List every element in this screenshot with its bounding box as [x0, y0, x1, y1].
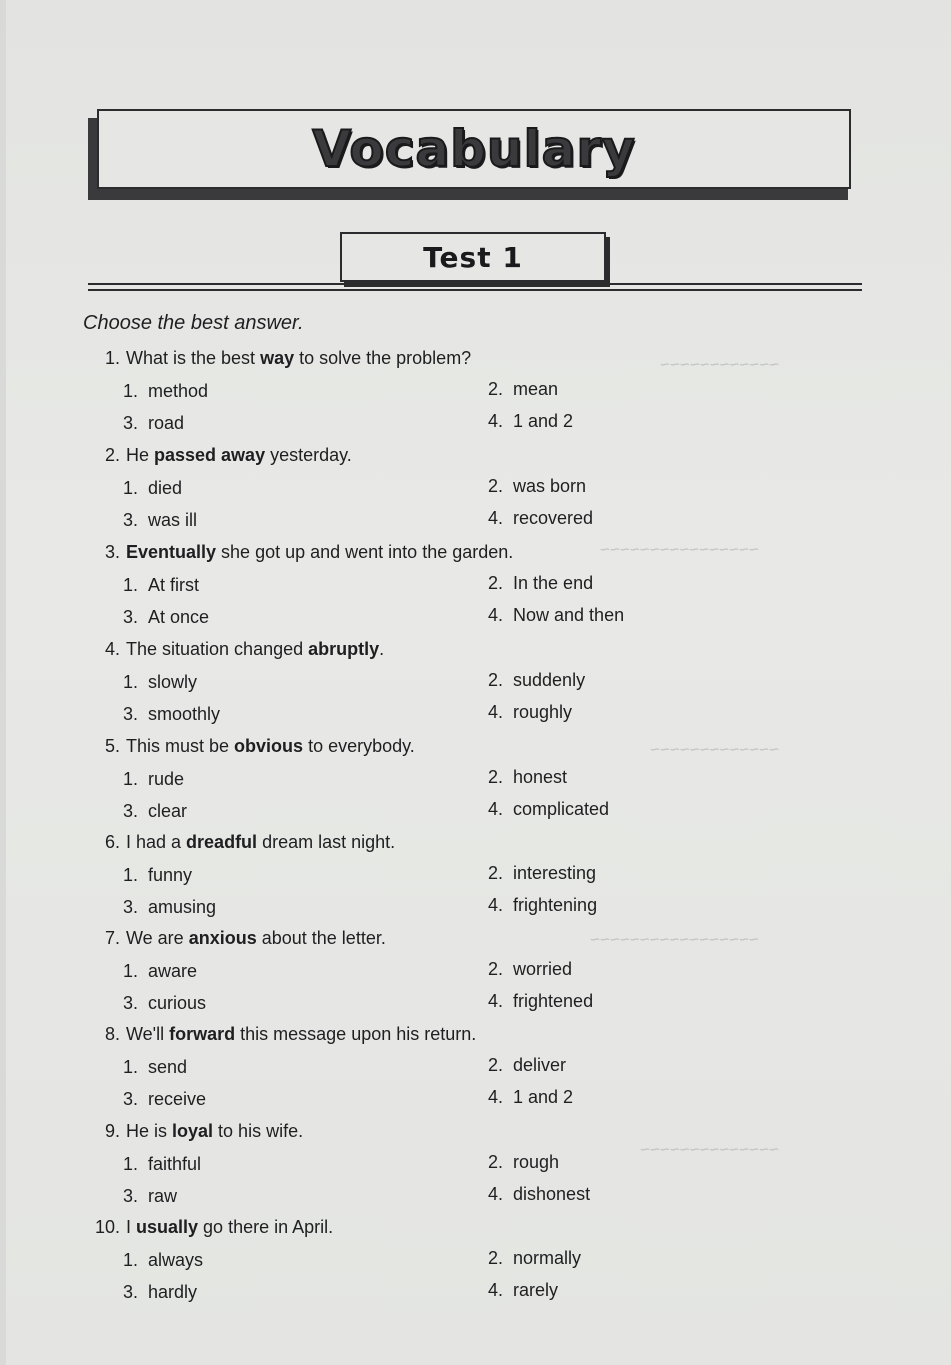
- option-text: method: [148, 381, 209, 401]
- answer-option-2[interactable]: [488, 1055, 566, 1076]
- option-text: worried: [513, 959, 573, 979]
- option-number: 1.: [123, 1154, 139, 1174]
- show-through-text: ~~~~~~~~~~~~~~~~: [600, 540, 759, 559]
- option-number: 1.: [123, 769, 139, 789]
- question-stem: [88, 348, 471, 369]
- question-text: This must be: [126, 736, 235, 756]
- instruction-text: Choose the best answer.: [83, 312, 304, 334]
- option-text: dishonest: [513, 1184, 591, 1204]
- answer-option-1[interactable]: [123, 1057, 187, 1078]
- option-text: rough: [513, 1152, 560, 1172]
- question-text: We are: [126, 928, 189, 948]
- option-text: rarely: [513, 1280, 559, 1300]
- answer-option-1[interactable]: [123, 769, 184, 790]
- option-text: deliver: [513, 1055, 567, 1075]
- question-number: 7.: [104, 928, 120, 948]
- question-text: .: [379, 639, 385, 659]
- answer-option-3[interactable]: [123, 993, 206, 1014]
- answer-option-4[interactable]: [488, 605, 624, 626]
- option-number: 4.: [488, 702, 504, 722]
- option-number: 3.: [123, 1282, 139, 1302]
- answer-option-2[interactable]: [488, 670, 585, 691]
- option-text: interesting: [513, 863, 597, 883]
- key-word: loyal: [172, 1121, 214, 1141]
- option-text: 1 and 2: [513, 411, 574, 431]
- option-number: 2.: [488, 959, 504, 979]
- answer-option-1[interactable]: [123, 961, 197, 982]
- answer-option-1[interactable]: [123, 1250, 203, 1271]
- answer-option-1[interactable]: [123, 1154, 201, 1175]
- option-text: send: [148, 1057, 188, 1077]
- answer-option-3[interactable]: [123, 510, 197, 531]
- option-number: 1.: [123, 1250, 139, 1270]
- question-text: yesterday.: [265, 445, 352, 465]
- option-text: recovered: [513, 508, 594, 528]
- question-number: 5.: [104, 736, 120, 756]
- answer-option-1[interactable]: [123, 865, 192, 886]
- question-number: 1.: [104, 348, 120, 368]
- key-word: way: [260, 348, 295, 368]
- option-text: raw: [148, 1186, 178, 1206]
- answer-option-4[interactable]: [488, 991, 593, 1012]
- question-stem: [88, 542, 513, 563]
- answer-option-3[interactable]: [123, 607, 209, 628]
- answer-option-1[interactable]: [123, 575, 199, 596]
- option-text: always: [148, 1250, 204, 1270]
- answer-option-2[interactable]: [488, 767, 567, 788]
- question-stem: [88, 736, 415, 757]
- option-text: died: [148, 478, 183, 498]
- option-text: complicated: [513, 799, 610, 819]
- option-text: curious: [148, 993, 207, 1013]
- option-text: was born: [513, 476, 587, 496]
- question-stem: [88, 1024, 476, 1045]
- answer-option-2[interactable]: [488, 476, 586, 497]
- key-word: anxious: [188, 928, 257, 948]
- answer-option-3[interactable]: [123, 704, 220, 725]
- key-word: obvious: [234, 736, 304, 756]
- option-number: 4.: [488, 411, 504, 431]
- option-number: 1.: [123, 1057, 139, 1077]
- show-through-text: ~~~~~~~~~~~~~~: [640, 1140, 779, 1159]
- question-text: I: [126, 1217, 137, 1237]
- question-stem: [88, 445, 352, 466]
- option-text: At once: [148, 607, 210, 627]
- answer-option-1[interactable]: [123, 478, 182, 499]
- question-number: 8.: [104, 1024, 120, 1044]
- option-number: 4.: [488, 1087, 504, 1107]
- answer-option-1[interactable]: [123, 672, 197, 693]
- option-number: 3.: [123, 897, 139, 917]
- answer-option-3[interactable]: [123, 1282, 197, 1303]
- option-text: rude: [148, 769, 185, 789]
- option-text: slowly: [148, 672, 198, 692]
- key-word: Eventually: [126, 542, 217, 562]
- option-number: 4.: [488, 991, 504, 1011]
- option-text: mean: [513, 379, 559, 399]
- option-number: 4.: [488, 895, 504, 915]
- page-title: Vocabulary: [312, 120, 636, 178]
- question-text: We'll: [126, 1024, 170, 1044]
- answer-option-3[interactable]: [123, 897, 216, 918]
- option-number: 1.: [123, 478, 139, 498]
- question-text: go there in April.: [198, 1217, 334, 1237]
- question-text: The situation changed: [126, 639, 309, 659]
- question-stem: [88, 1217, 333, 1238]
- answer-option-3[interactable]: [123, 413, 184, 434]
- answer-option-2[interactable]: [488, 379, 558, 400]
- test-label: Test 1: [423, 240, 523, 274]
- option-text: frightened: [513, 991, 594, 1011]
- option-text: Now and then: [513, 605, 625, 625]
- answer-option-2[interactable]: [488, 959, 572, 980]
- answer-option-4[interactable]: [488, 702, 572, 723]
- question-text: to his wife.: [213, 1121, 304, 1141]
- option-number: 3.: [123, 993, 139, 1013]
- option-number: 1.: [123, 381, 139, 401]
- option-text: suddenly: [513, 670, 586, 690]
- answer-option-3[interactable]: [123, 1186, 177, 1207]
- question-text: about the letter.: [256, 928, 386, 948]
- option-text: was ill: [148, 510, 198, 530]
- key-word: dreadful: [186, 832, 258, 852]
- answer-option-2[interactable]: [488, 1248, 581, 1269]
- answer-option-4[interactable]: [488, 1280, 558, 1301]
- option-text: frightening: [513, 895, 598, 915]
- question-number: 4.: [104, 639, 120, 659]
- option-number: 1.: [123, 961, 139, 981]
- question-text: to everybody.: [303, 736, 415, 756]
- option-number: 3.: [123, 1089, 139, 1109]
- option-number: 1.: [123, 575, 139, 595]
- answer-option-2[interactable]: [488, 863, 596, 884]
- question-number: 10.: [94, 1217, 120, 1237]
- question-stem: [88, 1121, 303, 1142]
- option-text: 1 and 2: [513, 1087, 574, 1107]
- show-through-text: ~~~~~~~~~~~~~: [650, 740, 780, 759]
- option-number: 3.: [123, 1186, 139, 1206]
- question-stem: [88, 832, 395, 853]
- option-number: 4.: [488, 799, 504, 819]
- key-word: usually: [136, 1217, 199, 1237]
- answer-option-3[interactable]: [123, 801, 187, 822]
- option-number: 4.: [488, 508, 504, 528]
- option-text: faithful: [148, 1154, 202, 1174]
- option-number: 3.: [123, 704, 139, 724]
- option-number: 4.: [488, 1184, 504, 1204]
- option-text: normally: [513, 1248, 582, 1268]
- question-text: He: [126, 445, 155, 465]
- question-stem: [88, 639, 384, 660]
- divider-rule: [88, 289, 862, 291]
- question-text: to solve the problem?: [294, 348, 472, 368]
- option-number: 1.: [123, 672, 139, 692]
- answer-option-2[interactable]: [488, 1152, 559, 1173]
- question-number: 9.: [104, 1121, 120, 1141]
- page-edge: [0, 0, 6, 1365]
- option-text: clear: [148, 801, 188, 821]
- option-number: 4.: [488, 605, 504, 625]
- question-text: What is the best: [126, 348, 261, 368]
- answer-option-4[interactable]: [488, 411, 573, 432]
- question-stem: [88, 928, 386, 949]
- option-number: 2.: [488, 1248, 504, 1268]
- answer-option-4[interactable]: [488, 1087, 573, 1108]
- key-word: abruptly: [308, 639, 380, 659]
- option-text: In the end: [513, 573, 594, 593]
- option-number: 2.: [488, 1055, 504, 1075]
- option-number: 3.: [123, 801, 139, 821]
- option-number: 4.: [488, 1280, 504, 1300]
- question-text: dream last night.: [257, 832, 396, 852]
- test-label-box: [340, 232, 606, 282]
- answer-option-4[interactable]: [488, 895, 597, 916]
- option-number: 2.: [488, 767, 504, 787]
- question-text: this message upon his return.: [235, 1024, 477, 1044]
- option-text: aware: [148, 961, 198, 981]
- question-text: He is: [126, 1121, 173, 1141]
- option-text: honest: [513, 767, 568, 787]
- option-text: At first: [148, 575, 200, 595]
- option-text: roughly: [513, 702, 573, 722]
- answer-option-1[interactable]: [123, 381, 208, 402]
- option-text: road: [148, 413, 185, 433]
- question-number: 6.: [104, 832, 120, 852]
- key-word: passed away: [154, 445, 266, 465]
- option-text: amusing: [148, 897, 217, 917]
- question-text: she got up and went into the garden.: [216, 542, 514, 562]
- title-banner: [97, 109, 851, 189]
- question-text: I had a: [126, 832, 187, 852]
- show-through-text: ~~~~~~~~~~~~~~~~~: [590, 930, 759, 949]
- question-number: 3.: [104, 542, 120, 562]
- answer-option-4[interactable]: [488, 799, 609, 820]
- option-number: 1.: [123, 865, 139, 885]
- question-number: 2.: [104, 445, 120, 465]
- option-number: 2.: [488, 573, 504, 593]
- option-number: 3.: [123, 510, 139, 530]
- option-number: 3.: [123, 413, 139, 433]
- answer-option-4[interactable]: [488, 508, 593, 529]
- option-number: 2.: [488, 670, 504, 690]
- show-through-text: ~~~~~~~~~~~~: [660, 355, 780, 374]
- option-text: smoothly: [148, 704, 221, 724]
- option-number: 3.: [123, 607, 139, 627]
- answer-option-4[interactable]: [488, 1184, 590, 1205]
- option-number: 2.: [488, 476, 504, 496]
- answer-option-2[interactable]: [488, 573, 593, 594]
- option-text: receive: [148, 1089, 207, 1109]
- option-number: 2.: [488, 1152, 504, 1172]
- option-text: hardly: [148, 1282, 198, 1302]
- key-word: forward: [169, 1024, 236, 1044]
- answer-option-3[interactable]: [123, 1089, 206, 1110]
- option-number: 2.: [488, 379, 504, 399]
- option-text: funny: [148, 865, 193, 885]
- option-number: 2.: [488, 863, 504, 883]
